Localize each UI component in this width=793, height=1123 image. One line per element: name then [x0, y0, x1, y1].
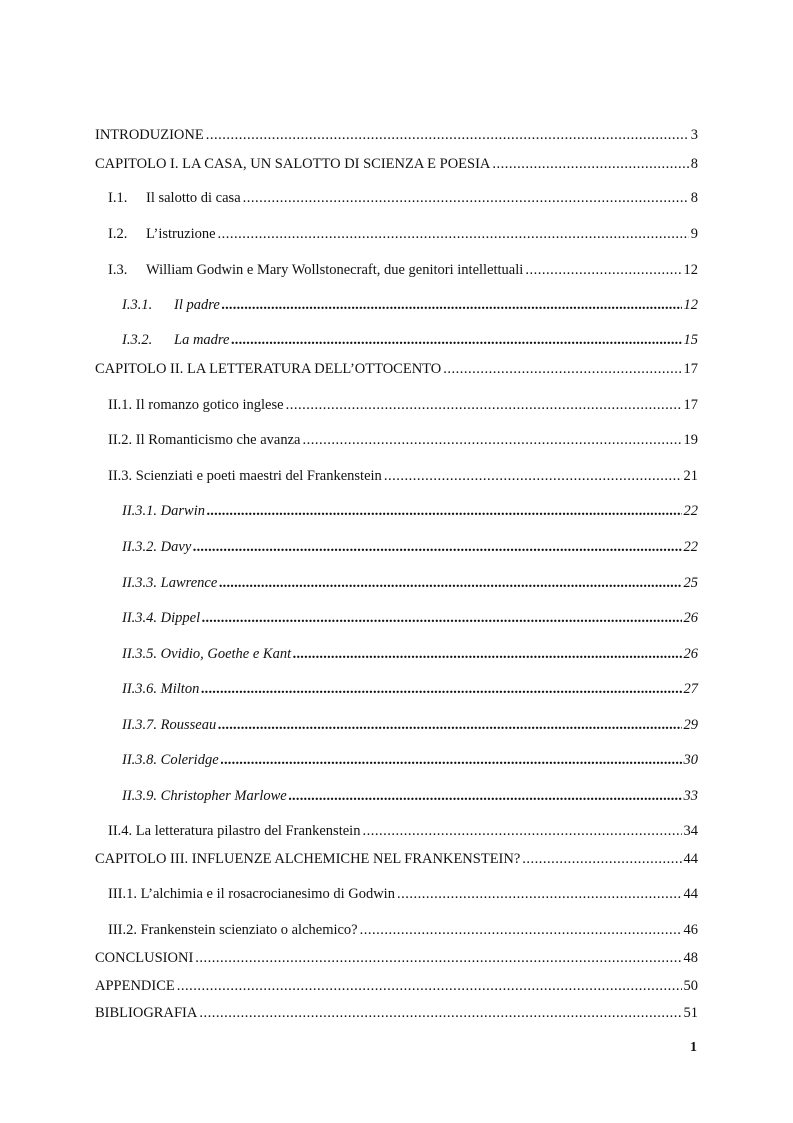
dot-leader	[207, 502, 682, 520]
toc-entry[interactable]	[0, 973, 793, 995]
dot-leader	[177, 977, 682, 995]
dot-leader	[293, 645, 681, 663]
toc-entry-label: III.1. L’alchimia e il rosacrocianesimo di Godwin	[108, 886, 395, 902]
dot-leader	[522, 850, 681, 868]
toc-entry[interactable]	[0, 427, 793, 449]
toc-entry-page: 12	[683, 262, 698, 278]
toc-entry-page: 22	[683, 539, 698, 555]
toc-entry-label: II.3.1. Darwin	[122, 503, 205, 519]
dot-leader	[218, 225, 689, 243]
toc-entry[interactable]	[0, 1000, 793, 1022]
toc-entry-page: 8	[690, 190, 698, 206]
toc-entry-number: I.3.1.	[122, 297, 153, 313]
toc-entry-label: CAPITOLO II. LA LETTERATURA DELL’OTTOCENTO	[95, 361, 442, 377]
toc-entry[interactable]	[0, 122, 793, 144]
dot-leader	[219, 574, 681, 592]
toc-entry-label: II.3.9. Christopher Marlowe	[122, 788, 287, 804]
toc-entry-page: 17	[683, 397, 698, 413]
toc-entry[interactable]	[0, 257, 793, 279]
toc-entry-label: II.3.6. Milton	[122, 681, 200, 697]
toc-entry[interactable]	[0, 392, 793, 414]
toc-entry[interactable]	[0, 463, 793, 485]
dot-leader	[360, 921, 682, 939]
toc-entry-page: 27	[683, 681, 698, 697]
toc-entry-label: II.3.2. Davy	[122, 539, 192, 555]
toc-entry[interactable]	[0, 356, 793, 378]
toc-entry[interactable]	[0, 846, 793, 868]
dot-leader	[221, 751, 682, 769]
dot-leader	[231, 331, 681, 349]
toc-entry-label: CONCLUSIONI	[95, 950, 194, 966]
toc-entry[interactable]	[0, 292, 793, 314]
toc-entry[interactable]	[0, 881, 793, 903]
toc-entry-label: CAPITOLO I. LA CASA, UN SALOTTO DI SCIENZA E POESIA	[95, 156, 491, 172]
toc-entry[interactable]	[0, 534, 793, 556]
toc-entry-label: II.3.3. Lawrence	[122, 575, 218, 591]
toc-entry-label: Il salotto di casa	[146, 190, 241, 206]
toc-entry-label: CAPITOLO III. INFLUENZE ALCHEMICHE NEL FRANKENSTEIN?	[95, 851, 521, 867]
toc-entry[interactable]	[0, 783, 793, 805]
toc-entry[interactable]	[0, 151, 793, 173]
toc-entry-page: 9	[690, 226, 698, 242]
dot-leader	[289, 787, 682, 805]
toc-entry[interactable]	[0, 221, 793, 243]
dot-leader	[199, 1004, 681, 1022]
toc-entry-label: II.2. Il Romanticismo che avanza	[108, 432, 301, 448]
toc-entry-label: La madre	[174, 332, 230, 348]
toc-entry-number: I.1.	[108, 190, 128, 206]
page-number: 1	[690, 1040, 697, 1055]
toc-entry-label: II.4. La letteratura pilastro del Frankenstein	[108, 823, 361, 839]
dot-leader	[243, 189, 689, 207]
dot-leader	[218, 716, 681, 734]
dot-leader	[302, 431, 681, 449]
toc-entry-page: 48	[683, 950, 698, 966]
dot-leader	[362, 822, 681, 840]
toc-entry-page: 26	[683, 646, 698, 662]
toc-entry-page: 12	[683, 297, 698, 313]
toc-entry[interactable]	[0, 712, 793, 734]
toc-entry-page: 15	[683, 332, 698, 348]
toc-entry-label: II.3.5. Ovidio, Goethe e Kant	[122, 646, 292, 662]
dot-leader	[193, 538, 681, 556]
toc-entry[interactable]	[0, 945, 793, 967]
dot-leader	[525, 261, 681, 279]
toc-entry-page: 22	[683, 503, 698, 519]
toc-entry[interactable]	[0, 818, 793, 840]
toc-entry-page: 8	[690, 156, 698, 172]
toc-entry-number: I.3.2.	[122, 332, 153, 348]
dot-leader	[206, 126, 689, 144]
dot-leader	[397, 885, 682, 903]
toc-entry[interactable]	[0, 498, 793, 520]
toc-entry-page: 44	[683, 886, 698, 902]
toc-entry-page: 34	[683, 823, 698, 839]
dot-leader	[195, 949, 681, 967]
toc-entry[interactable]	[0, 605, 793, 627]
toc-entry-label: III.2. Frankenstein scienziato o alchemico?	[108, 922, 358, 938]
dot-leader	[443, 360, 681, 378]
toc-entry-label: II.1. Il romanzo gotico inglese	[108, 397, 284, 413]
toc-entry-label: II.3.4. Dippel	[122, 610, 201, 626]
toc-entry[interactable]	[0, 641, 793, 663]
toc-entry-page: 44	[683, 851, 698, 867]
toc-entry-label: Il padre	[174, 297, 220, 313]
toc-entry-label: II.3. Scienziati e poeti maestri del Frankenstein	[108, 468, 382, 484]
toc-entry-label: BIBLIOGRAFIA	[95, 1005, 198, 1021]
toc-entry-page: 46	[683, 922, 698, 938]
toc-entry-label: L’istruzione	[146, 226, 216, 242]
toc-entry-number: I.3.	[108, 262, 128, 278]
toc-entry-page: 19	[683, 432, 698, 448]
toc-entry-page: 3	[690, 127, 698, 143]
toc-entry-label: II.3.8. Coleridge	[122, 752, 219, 768]
toc-entry[interactable]	[0, 185, 793, 207]
toc-entry-page: 30	[683, 752, 698, 768]
toc-entry-label: INTRODUZIONE	[95, 127, 204, 143]
toc-entry-label: William Godwin e Mary Wollstonecraft, due genitori intellettuali	[146, 262, 524, 278]
toc-entry[interactable]	[0, 917, 793, 939]
dot-leader	[222, 296, 682, 314]
dot-leader	[202, 609, 681, 627]
toc-entry[interactable]	[0, 676, 793, 698]
toc-entry-label: II.3.7. Rousseau	[122, 717, 217, 733]
toc-entry-page: 33	[683, 788, 698, 804]
toc-entry-page: 21	[683, 468, 698, 484]
toc-entry-page: 17	[683, 361, 698, 377]
dot-leader	[384, 467, 682, 485]
toc-entry[interactable]	[0, 570, 793, 592]
toc-entry-page: 51	[683, 1005, 698, 1021]
dot-leader	[286, 396, 682, 414]
toc-entry-page: 25	[683, 575, 698, 591]
toc-entry-page: 29	[683, 717, 698, 733]
toc-entry-page: 50	[683, 978, 698, 994]
dot-leader	[492, 155, 688, 173]
toc-entry-label: APPENDICE	[95, 978, 175, 994]
toc-entry[interactable]	[0, 327, 793, 349]
toc-entry-number: I.2.	[108, 226, 128, 242]
toc-entry[interactable]	[0, 747, 793, 769]
toc-entry-page: 26	[683, 610, 698, 626]
dot-leader	[201, 680, 681, 698]
